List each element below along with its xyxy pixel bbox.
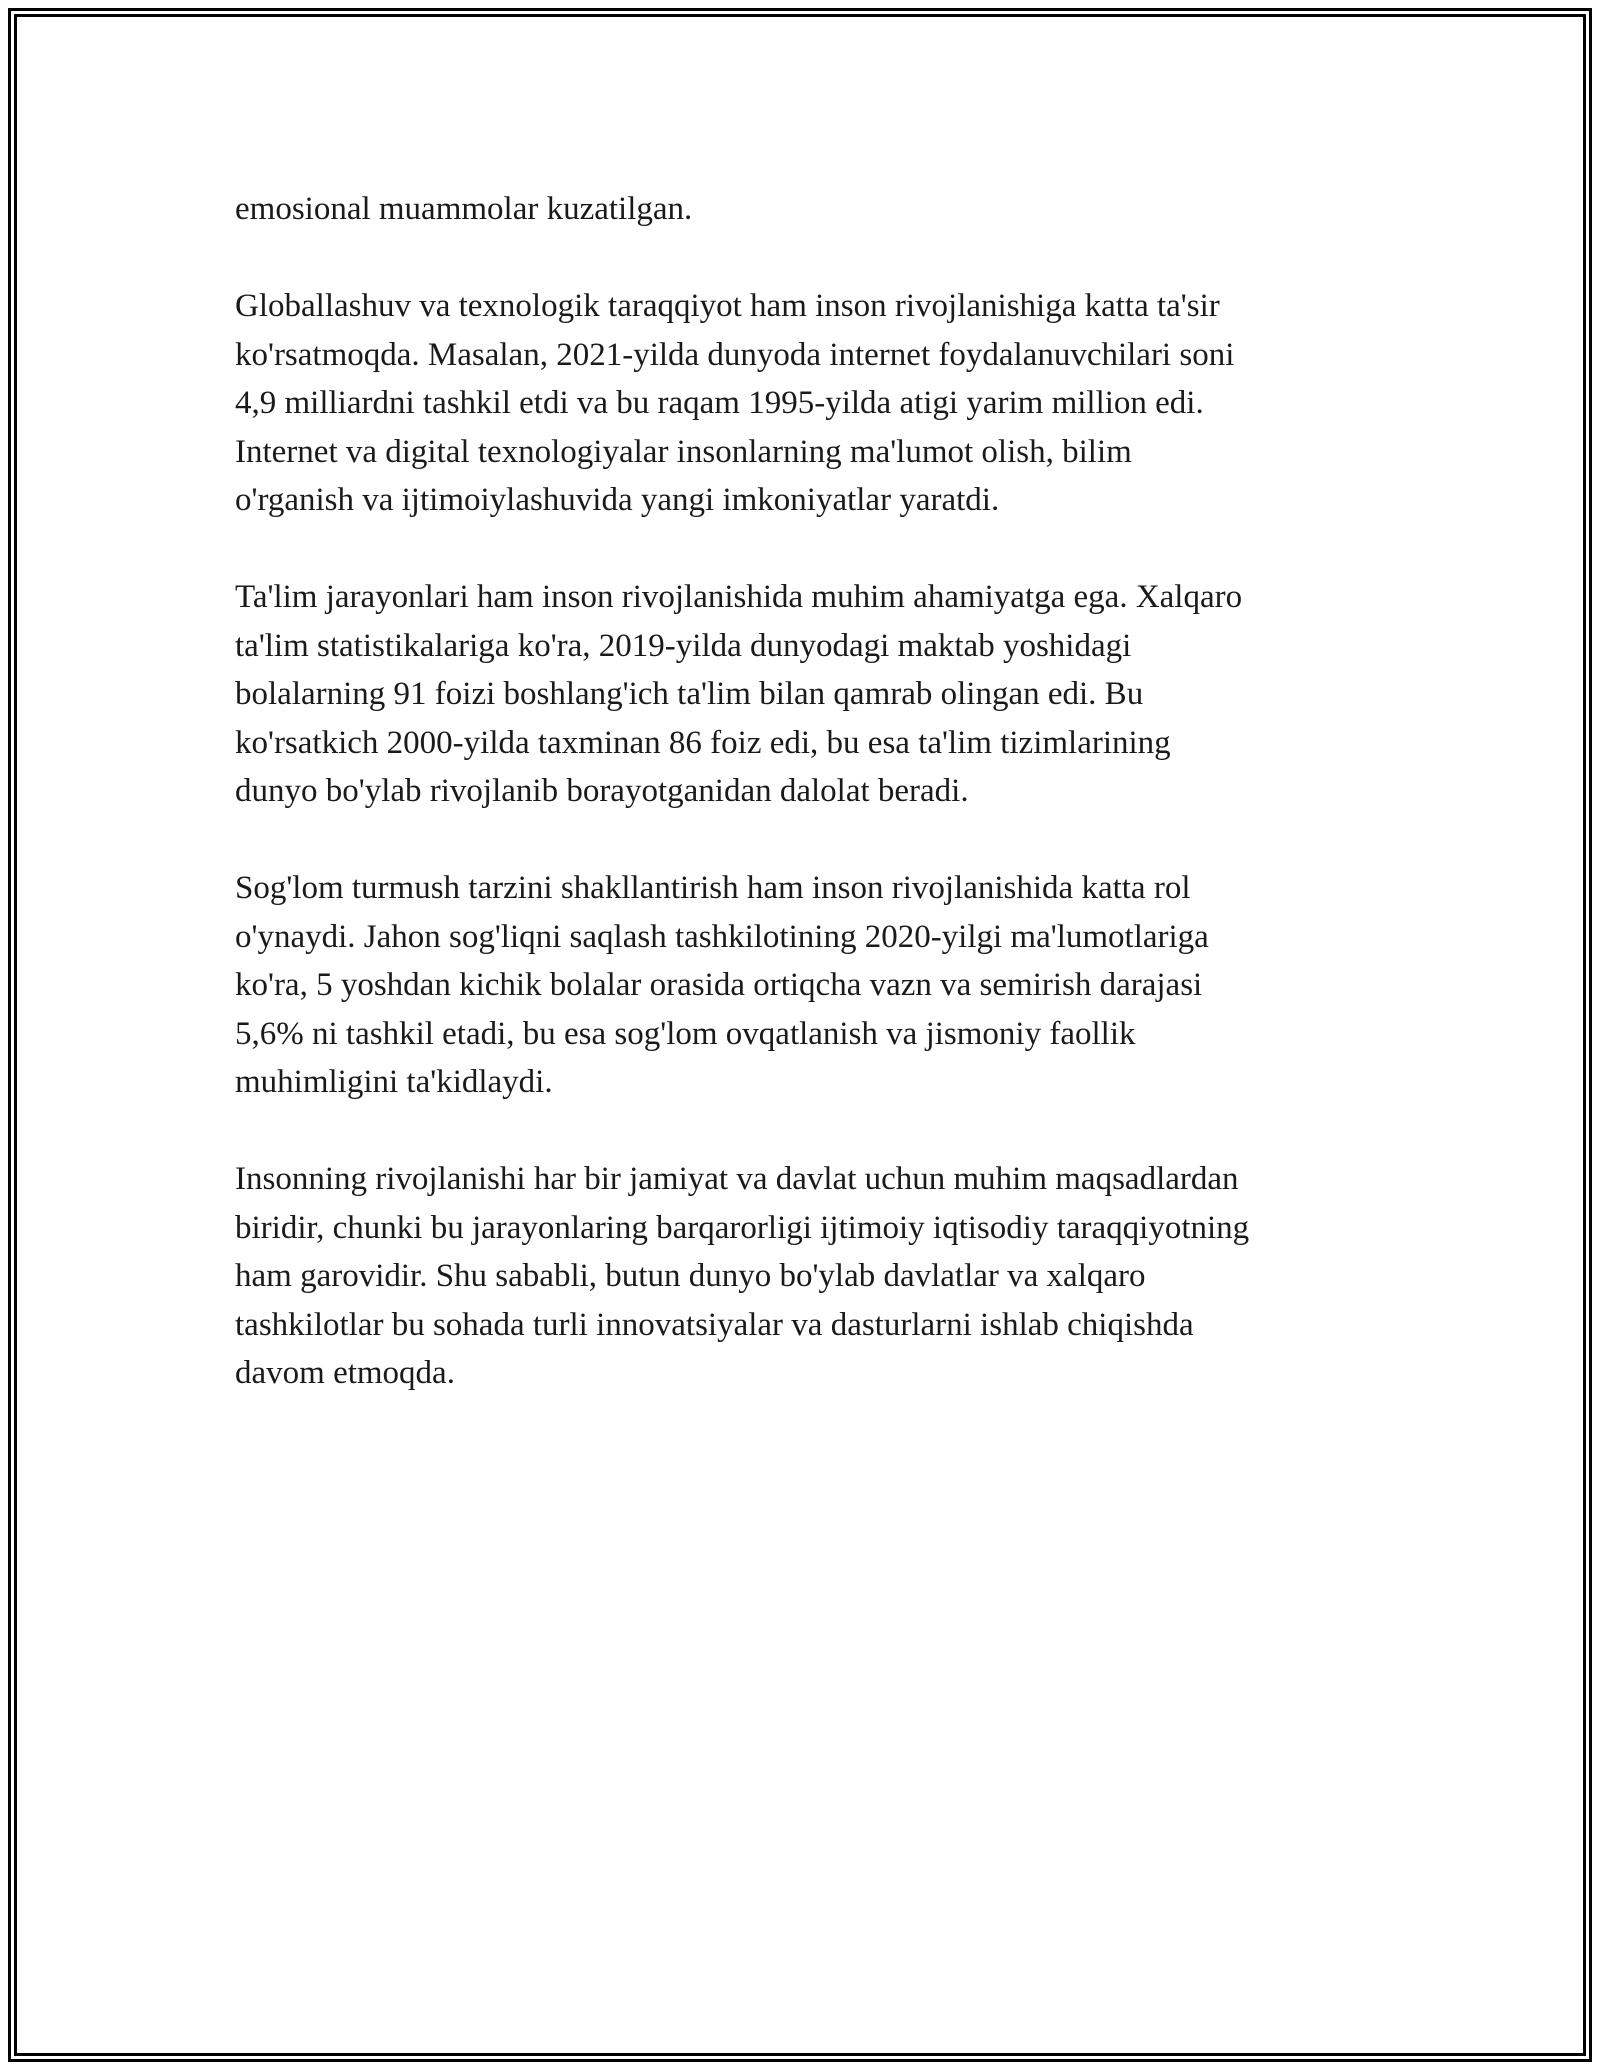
document-body [235,185,1370,1398]
paragraph-education: Ta'lim jarayonlari ham inson rivojlanishida muhim ahamiyatga ega. Xalqaro ta'lim statistikalariga ko'ra, 2019-yilda dunyodagi maktab yoshidagi bolalarning 91 foizi boshlang'ich ta'lim bilan qamrab olingan edi. Bu ko'rsatkich 2000-yilda taxminan 86 foiz edi, bu esa ta'lim tizimlarining dunyo bo'ylab rivojlanib borayotganidan dalolat beradi. [235,579,1243,809]
paragraph-continuation: emosional muammolar kuzatilgan. [235,191,693,227]
paragraph-globalization: Globallashuv va texnologik taraqqiyot ham inson rivojlanishiga katta ta'sir ko'rsatmoqda. Masalan, 2021-yilda dunyoda internet foydalanuvchilari soni 4,9 milliardni tashkil etdi va bu raqam 1995-yilda atigi yarim million edi. Internet va digital texnologiyalar insonlarning ma'lumot olish, bilim o'rganish va ijtimoiylashuvida yangi imkoniyatlar yaratdi. [235,288,1235,518]
paragraph-healthy-lifestyle: Sog'lom turmush tarzini shakllantirish ham inson rivojlanishida katta rol o'ynaydi. Jahon sog'liqni saqlash tashkilotining 2020-yilgi ma'lumotlariga ko'ra, 5 yoshdan kichik bolalar orasida ortiqcha vazn va semirish darajasi 5,6% ni tashkil etadi, bu esa sog'lom ovqatlanish va jismoniy faollik muhimligini ta'kidlaydi. [235,870,1209,1100]
paragraph-conclusion: Insonning rivojlanishi har bir jamiyat va davlat uchun muhim maqsadlardan biridir, chunki bu jarayonlaring barqarorligi ijtimoiy iqtisodiy taraqqiyotning ham garovidir. Shu sababli, butun dunyo bo'ylab davlatlar va xalqaro tashkilotlar bu sohada turli innovatsiyalar va dasturlarni ishlab chiqishda davom etmoqda. [235,1161,1250,1391]
